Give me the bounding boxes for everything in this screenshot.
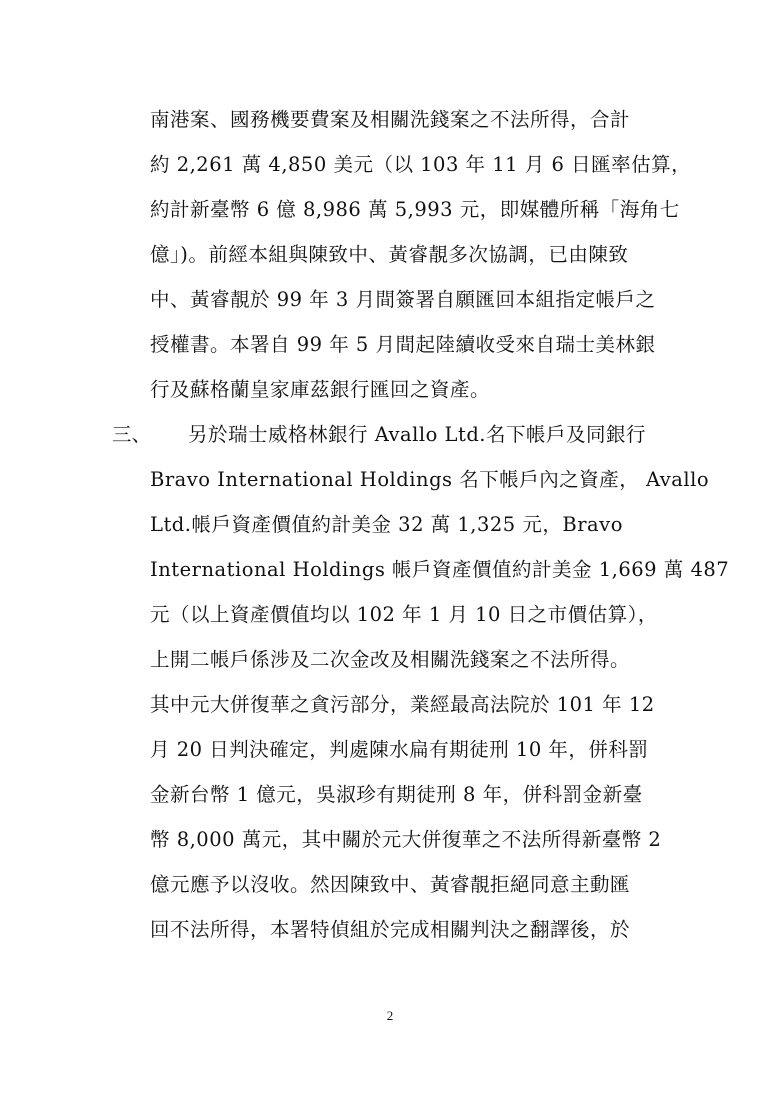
text-line: 中、黃睿靚於 99 年 3 月間簽署自願匯回本組指定帳戶之: [150, 288, 656, 311]
text-line: 回不法所得，本署特偵組於完成相關判決之翻譯後，於: [150, 918, 631, 941]
text-line: 授權書。本署自 99 年 5 月間起陸續收受來自瑞士美林銀: [150, 333, 656, 356]
text-line: 行及蘇格蘭皇家庫茲銀行匯回之資產。: [150, 378, 491, 401]
section-number: 三、: [112, 423, 152, 446]
text-line: International Holdings 帳戶資產價值約計美金 1,669 萬 487: [150, 558, 730, 581]
text-line: Ltd.帳戶資產價值約計美金 32 萬 1,325 元，Bravo: [150, 513, 623, 536]
text-line: 億」)。前經本組與陳致中、黃睿靚多次協調，已由陳致: [150, 243, 629, 266]
text-line: 約 2,261 萬 4,850 美元（以 103 年 11 月 6 日匯率估算，: [150, 153, 692, 176]
text-line: 上開二帳戶係涉及二次金改及相關洗錢案之不法所得。: [150, 648, 631, 671]
text-line: 月 20 日判決確定，判處陳水扁有期徒刑 10 年，併科罰: [150, 738, 649, 761]
text-line: 其中元大併復華之貪污部分，業經最高法院於 101 年 12: [150, 693, 655, 716]
text-line: 金新台幣 1 億元，吳淑珍有期徒刑 8 年，併科罰金新臺: [150, 783, 643, 806]
text-line: 元（以上資產價值均以 102 年 1 月 10 日之市價估算），: [150, 603, 658, 626]
text-line: 約計新臺幣 6 億 8,986 萬 5,993 元，即媒體所稱「海角七: [150, 198, 680, 221]
text-line: 億元應予以沒收。然因陳致中、黃睿靚拒絕同意主動匯: [150, 873, 631, 896]
text-line: 南港案、國務機要費案及相關洗錢案之不法所得，合計: [150, 108, 631, 131]
text-line: 另於瑞士威格林銀行 Avallo Ltd.名下帳戶及同銀行: [188, 423, 647, 446]
page-number: 2: [386, 1008, 394, 1023]
text-line: Bravo International Holdings 名下帳戶內之資產， Avallo: [150, 468, 710, 491]
text-line: 幣 8,000 萬元，其中關於元大併復華之不法所得新臺幣 2: [150, 828, 662, 851]
